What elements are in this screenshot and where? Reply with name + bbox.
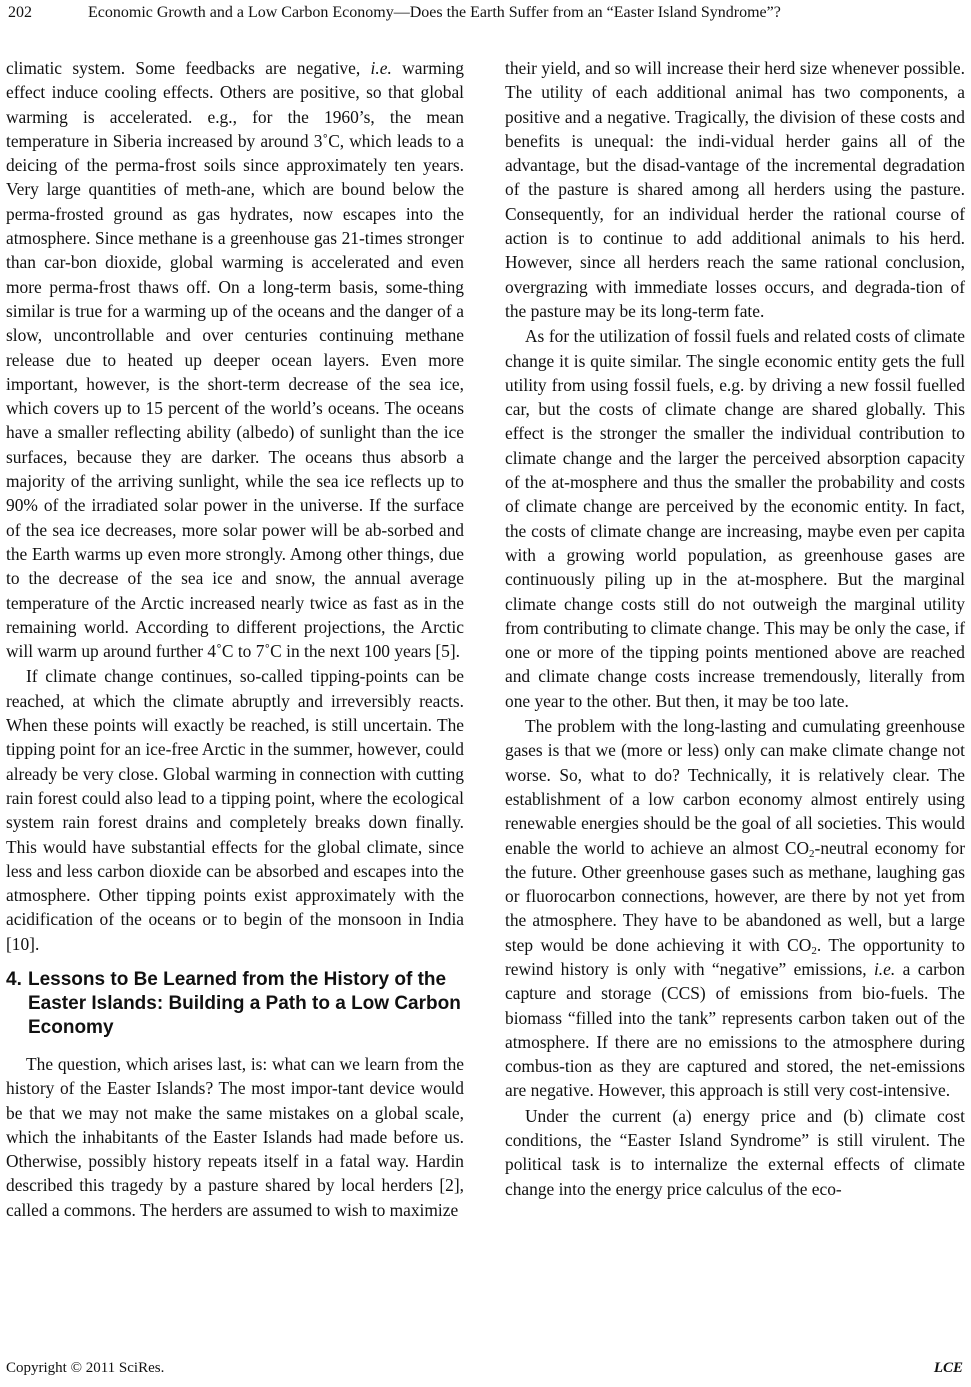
paragraph: The question, which arises last, is: what can we learn from the history of the Easter Islands? The most impor-tant device would be that we may not make the same mistakes on a global scale, which the inhabitants of the Easter Islands had made before us. Otherwise, possibly history repeats itself in a fatal way. Hardin described this tragedy by a pasture shared by local herders [2], called a commons. The herders are assumed to wish to maximize bbox=[6, 1053, 464, 1220]
copyright-notice: Copyright © 2011 SciRes. bbox=[6, 1360, 165, 1376]
paragraph: If climate change continues, so-called tipping-points can be reached, at which the climate abruptly and irreversibly reacts. When these points will exactly be reached, is still uncertain. The tipping point for an ice-free Arctic in the summer, however, could already be very close. Global warming in connection with cutting rain forest could also lead to a tipping point, where the ecological system rain forest drains and completely breaks down finally. This would have substantial effects for the global climate, since less and less carbon dioxide can be absorbed and escapes into the atmosphere. Other tipping points exist approximately with the acidification of the oceans or to begin of the monsoon in India [10]. bbox=[6, 666, 464, 954]
paragraph: climatic system. Some feedbacks are negative, i.e. warming effect induce cooling effects. Others are positive, so that global warming is accelerated. e.g., for the 1960’s, the mean temperature in Siberia increased by around 3˚C, which leads to a deicing of the perma-frost soils since approximately ten years. Very large quantities of meth-ane, which are bound below the perma-frosted ground as gas hydrates, now escapes into the atmosphere. Since methane is a greenhouse gas 21-times stronger than car-bon dioxide, global warming is accelerated and even more perma-frost thaws off. On a long-term basis, some-thing similar is true for a warming up of the oceans and the danger of a slow, uncontrollable and over centuries continuing methane release due to heated up deeper ocean layers. Even more important, however, is the short-term decrease of the sea ice, which covers up to 15 percent of the world’s oceans. The oceans have a smaller reflecting ability (albedo) of sunlight than the ice surfaces, because they are darker. The oceans thus absorb a majority of the arriving sunlight, while the sea ice reflects up to 90% of the irradiated solar power in the universe. If the surface of the sea ice decreases, more solar power will be ab-sorbed and the Earth warms up even more strongly. Among other things, due to the decrease of the sea ice and snow, the annual average temperature of the Arctic increased nearly twice as fast as in the remaining world. According to different projections, the Arctic will warm up around further 4˚C to 7˚C in the next 100 years [5]. bbox=[6, 58, 464, 662]
running-title: Economic Growth and a Low Carbon Economy—Does the Earth Suffer from an “Easter Island Syndrome”? bbox=[88, 4, 781, 21]
section-heading bbox=[6, 968, 464, 1040]
page-footer bbox=[0, 1360, 971, 1384]
section-title: Lessons to Be Learned from the History of the Easter Islands: Building a Path to a Low Carbon Economy bbox=[28, 968, 461, 1038]
section-number: 4. bbox=[6, 968, 22, 990]
page-header bbox=[0, 4, 971, 26]
page-number: 202 bbox=[8, 4, 32, 21]
paragraph: As for the utilization of fossil fuels and related costs of climate change it is quite similar. The single economic entity gets the full utility from using fossil fuels, e.g. by driving a new fossil fuelled car, but the costs of climate change are shared globally. This effect is the stronger the smaller the individual contribution to climate change and the larger the perceived absorption capacity of the at-mosphere and thus the smaller the probability and costs of climate change are perceived by the economic entity. In fact, the costs of climate change are increasing, maybe even per capita with a growing world population, as greenhouse gases are continuously piling up in the at-mosphere. But the marginal climate change costs still do not outweigh the marginal utility from contributing to climate change. This may be only the case, if one or more of the tipping points mentioned above are reached and climate change costs increase tremendously, literally from one year to the other. But then, it may be too late. bbox=[505, 326, 965, 711]
right-column bbox=[505, 56, 965, 1201]
paragraph: Under the current (a) energy price and (b) climate cost conditions, the “Easter Island Syndrome” is still virulent. The political task is to internalize the external effects of climate change into the energy price calculus of the eco- bbox=[505, 1105, 965, 1199]
paragraph: their yield, and so will increase their herd size whenever possible. The utility of each additional animal has two components, a positive and a negative. Tragically, the division of these costs and benefits is unequal: the indi-vidual herder gains all of the advantage, but the disad-vantage of the incremental degradation of the pasture is shared among all herders using the pasture. Consequently, for an individual herder the rational course of action is to continue to add additional animals to his herd. However, since all herders reach the same rational conclusion, overgrazing with immediate losses occurs, and degrada-tion of the pasture may be its long-term fate. bbox=[505, 58, 965, 321]
left-column bbox=[6, 56, 464, 1222]
journal-abbreviation: LCE bbox=[933, 1360, 963, 1376]
paragraph: The problem with the long-lasting and cumulating greenhouse gases is that we (more or less) only can make climate change not worse. So, what to do? Technically, it is relatively clear. The establishment of a low carbon economy almost entirely using renewable energies should be the goal of all societies. This would enable the world to achieve an almost $CO_2$-neutral economy for the future. Other greenhouse gases such as methane, laughing gas or fluorocarbon connections, however, are there by not yet from the atmosphere. They have to be abandoned as well, but a large step would be done achieving it with $CO_2$. The opportunity to rewind history is only with “negative” emissions, i.e. a carbon capture and storage (CCS) of emissions from bio-fuels. The biomass “filled into the tank” represents carbon taken out of the atmosphere. If there are no emissions to the atmosphere during combus-tion as they are captured and stored, the net-emissions are negative. However, this approach is still very cost-intensive. bbox=[505, 716, 966, 1101]
